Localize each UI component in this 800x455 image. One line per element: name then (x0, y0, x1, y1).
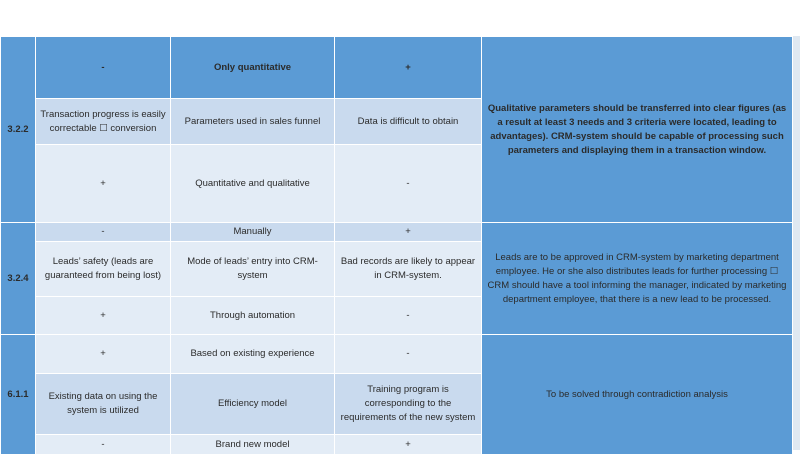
row-id: 3.2.4 (1, 223, 36, 335)
option-b-mark: + (36, 297, 171, 335)
option-b-mark: - (36, 435, 171, 455)
row-id: 6.1.1 (1, 335, 36, 455)
option-b-mark: + (335, 37, 482, 99)
remark-cell: To be solved through contradiction analysis (482, 335, 793, 455)
contradiction-table (0, 36, 793, 455)
remark-cell: Qualitative parameters should be transferred into clear figures (as a result at least 3 needs and 3 criteria were located, leading to advantages). CRM-system should be capable of processing such parameters and displaying them in a transaction window. (482, 37, 793, 223)
option-a-mark: - (335, 297, 482, 335)
option-b-mark: + (36, 145, 171, 223)
parameter-cell: Efficiency model (171, 374, 335, 435)
option-label: Quantitative and qualitative (171, 145, 335, 223)
disadvantage-cell: Training program is corresponding to the requirements of the new system (335, 374, 482, 435)
option-a-mark: - (335, 145, 482, 223)
advantage-cell: Leads’ safety (leads are guaranteed from being lost) (36, 242, 171, 297)
option-b-mark: + (335, 223, 482, 242)
option-a-mark: + (36, 335, 171, 374)
table-row (1, 335, 793, 374)
option-b-mark: - (335, 335, 482, 374)
row-id: 3.2.2 (1, 37, 36, 223)
option-a-mark: + (335, 435, 482, 455)
disadvantage-cell: Data is difficult to obtain (335, 99, 482, 145)
option-a-mark: - (36, 37, 171, 99)
option-label: Manually (171, 223, 335, 242)
disadvantage-cell: Bad records are likely to appear in CRM-system. (335, 242, 482, 297)
option-label: Based on existing experience (171, 335, 335, 374)
option-label: Only quantitative (171, 37, 335, 99)
slide-header-area (0, 0, 800, 36)
parameter-cell: Mode of leads’ entry into CRM-system (171, 242, 335, 297)
advantage-cell: Existing data on using the system is utilized (36, 374, 171, 435)
parameter-cell: Parameters used in sales funnel (171, 99, 335, 145)
slide-edge (792, 36, 800, 450)
advantage-cell: Transaction progress is easily correctable ☐ conversion (36, 99, 171, 145)
option-a-mark: - (36, 223, 171, 242)
table-row (1, 223, 793, 242)
option-label: Through automation (171, 297, 335, 335)
table-row (1, 37, 793, 99)
remark-cell: Leads are to be approved in CRM-system by marketing department employee. He or she also distributes leads for further processing ☐ CRM should have a tool informing the manager, indicated by marketing department employee, that there is a new lead to be processed. (482, 223, 793, 335)
option-label: Brand new model (171, 435, 335, 455)
